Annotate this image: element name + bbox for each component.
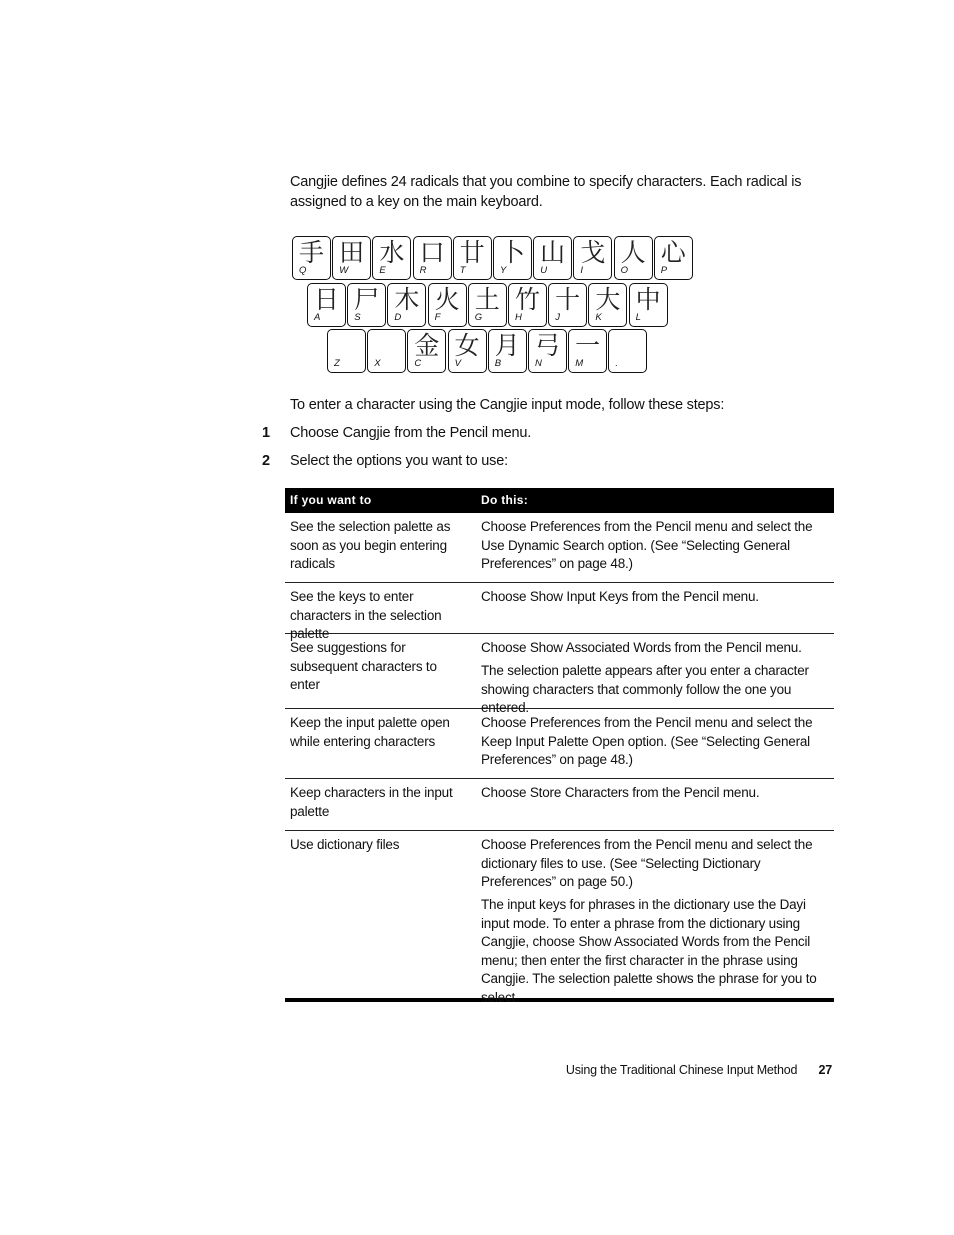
key-radical: 金: [414, 331, 440, 360]
intro-paragraph: Cangjie defines 24 radicals that you combine to specify characters. Each radical is assigned to a key on the main keyboard.: [290, 174, 802, 210]
table-row: [285, 583, 834, 641]
cell-do-this: [481, 836, 831, 1012]
key-k: [588, 283, 627, 327]
key-f: [428, 283, 467, 327]
key-radical: 卜: [499, 238, 525, 267]
key-radical: 中: [635, 285, 661, 314]
key-letter: A: [314, 312, 321, 323]
key-g: [468, 283, 507, 327]
key-letter: K: [595, 312, 602, 323]
table-row: [285, 831, 834, 1005]
key-radical: 土: [474, 285, 500, 314]
cell-do-this: [481, 518, 831, 578]
key-t: [453, 236, 492, 280]
instruction-paragraph: Choose Preferences from the Pencil menu and select the Keep Input Palette Open option. (See “Selecting General Preferences” on page 48.): [481, 715, 813, 767]
key-radical: 弓: [534, 331, 560, 360]
cell-if-you-want-to: See the selection palette as soon as you begin entering radicals: [290, 519, 451, 571]
key-radical: 水: [379, 238, 405, 267]
instruction-paragraph: Choose Show Associated Words from the Pencil menu.: [481, 640, 802, 655]
key-letter: .: [615, 358, 619, 369]
key-letter: X: [374, 358, 381, 369]
key-letter: H: [515, 312, 522, 323]
key-radical: 尸: [354, 285, 380, 314]
instruction-paragraph: Choose Preferences from the Pencil menu and select the dictionary files to use. (See “Selecting Dictionary Preferences” on page 50.): [481, 837, 813, 889]
key-e: [372, 236, 411, 280]
key-v: [448, 329, 487, 373]
key-letter: I: [580, 265, 584, 276]
table-row: [285, 709, 834, 779]
options-table: [285, 488, 834, 1005]
cell-if-you-want-to: Keep characters in the input palette: [290, 785, 453, 819]
key-letter: D: [394, 312, 402, 323]
key-o: [614, 236, 653, 280]
key-j: [548, 283, 587, 327]
page-footer: [566, 1063, 832, 1077]
cell-if-you-want-to: Use dictionary files: [290, 837, 400, 852]
key-d: [387, 283, 426, 327]
key-y: [493, 236, 532, 280]
key-radical: 廿: [459, 238, 485, 267]
cell-if-you-want-to: See the keys to enter characters in the selection palette: [290, 589, 442, 641]
key-letter: U: [540, 265, 548, 276]
key-radical: 一: [575, 331, 601, 360]
key-letter: W: [339, 265, 349, 276]
key-letter: L: [635, 312, 641, 323]
key-letter: V: [454, 358, 461, 369]
table-row: [285, 513, 834, 583]
instruction-paragraph: Choose Show Input Keys from the Pencil menu.: [481, 589, 759, 604]
instruction-paragraph: The input keys for phrases in the dictionary use the Dayi input mode. To enter a phrase from the dictionary using Cangjie, choose Show Associated Words from the Pencil menu; then enter the first character in the phrase using Cangjie. The selection palette shows the phrase for you to select.: [481, 897, 817, 1005]
table-body: [285, 513, 834, 1005]
key-letter: Q: [299, 265, 307, 276]
key-letter: T: [459, 265, 466, 276]
footer-chapter-title: Using the Traditional Chinese Input Method: [565, 1063, 798, 1077]
key-z: [327, 329, 366, 373]
key-x: [367, 329, 406, 373]
key-radical: 竹: [514, 285, 540, 314]
key-c: [407, 329, 446, 373]
key-letter: P: [660, 265, 668, 276]
key-radical: 山: [540, 238, 566, 267]
key-h: [508, 283, 547, 327]
key-radical: 女: [454, 331, 480, 360]
cell-do-this: [481, 784, 831, 807]
key-m: [568, 329, 607, 373]
key-radical: 月: [494, 331, 520, 360]
key-letter: C: [414, 358, 422, 369]
key-letter: O: [620, 265, 628, 276]
instruction-paragraph: Choose Store Characters from the Pencil menu.: [481, 785, 760, 800]
cell-do-this: [481, 588, 831, 611]
key-letter: M: [575, 358, 584, 369]
key-radical: 田: [339, 238, 365, 267]
step-text: Choose Cangjie from the Pencil menu.: [290, 425, 532, 441]
table-row: [285, 634, 834, 715]
key-r: [413, 236, 452, 280]
cell-do-this: [481, 714, 831, 774]
step-text: Select the options you want to use:: [290, 453, 508, 469]
steps-intro: To enter a character using the Cangjie input mode, follow these steps:: [290, 397, 725, 413]
key-radical: 木: [394, 285, 420, 314]
key-radical: 火: [434, 285, 460, 314]
key-l: [629, 283, 668, 327]
key-letter: S: [354, 312, 361, 323]
table-header: [285, 488, 834, 513]
key-radical: 口: [419, 238, 445, 267]
key-letter: F: [434, 312, 441, 323]
instruction-paragraph: The selection palette appears after you enter a character showing characters that commonly follow the one you entered.: [481, 663, 809, 715]
table-row: [285, 779, 834, 831]
step-number: 2: [262, 453, 270, 469]
key-radical: 日: [313, 285, 339, 314]
key-letter: B: [494, 358, 502, 369]
key-letter: R: [419, 265, 427, 276]
key-radical: 心: [660, 238, 686, 267]
page-number: 27: [818, 1063, 832, 1077]
step-number: 1: [262, 425, 270, 441]
key-radical: 手: [298, 238, 324, 267]
key-radical: 人: [620, 238, 646, 267]
instruction-paragraph: Choose Preferences from the Pencil menu and select the Use Dynamic Search option. (See “Selecting General Preferences” on page 48.): [481, 519, 813, 571]
cell-if-you-want-to: Keep the input palette open while entering characters: [290, 715, 450, 749]
key-letter: Z: [334, 358, 340, 369]
key-radical: 戈: [580, 238, 606, 267]
key-w: [332, 236, 371, 280]
key-radical: 十: [555, 285, 581, 314]
key-s: [347, 283, 386, 327]
header-do-this: Do this:: [481, 493, 529, 507]
key-a: [307, 283, 346, 327]
key-letter: E: [379, 265, 386, 276]
key-i: [573, 236, 612, 280]
key-u: [533, 236, 572, 280]
key-letter: J: [555, 312, 560, 323]
key-period: [608, 329, 647, 373]
key-b: [488, 329, 527, 373]
cell-if-you-want-to: See suggestions for subsequent characters to enter: [290, 640, 437, 692]
key-radical: 大: [595, 285, 621, 314]
key-letter: G: [474, 312, 483, 323]
key-n: [528, 329, 567, 373]
header-if-you-want-to: If you want to: [290, 493, 372, 507]
key-letter: N: [535, 358, 542, 369]
key-q: [292, 236, 331, 280]
key-p: [654, 236, 693, 280]
key-letter: Y: [500, 265, 507, 276]
